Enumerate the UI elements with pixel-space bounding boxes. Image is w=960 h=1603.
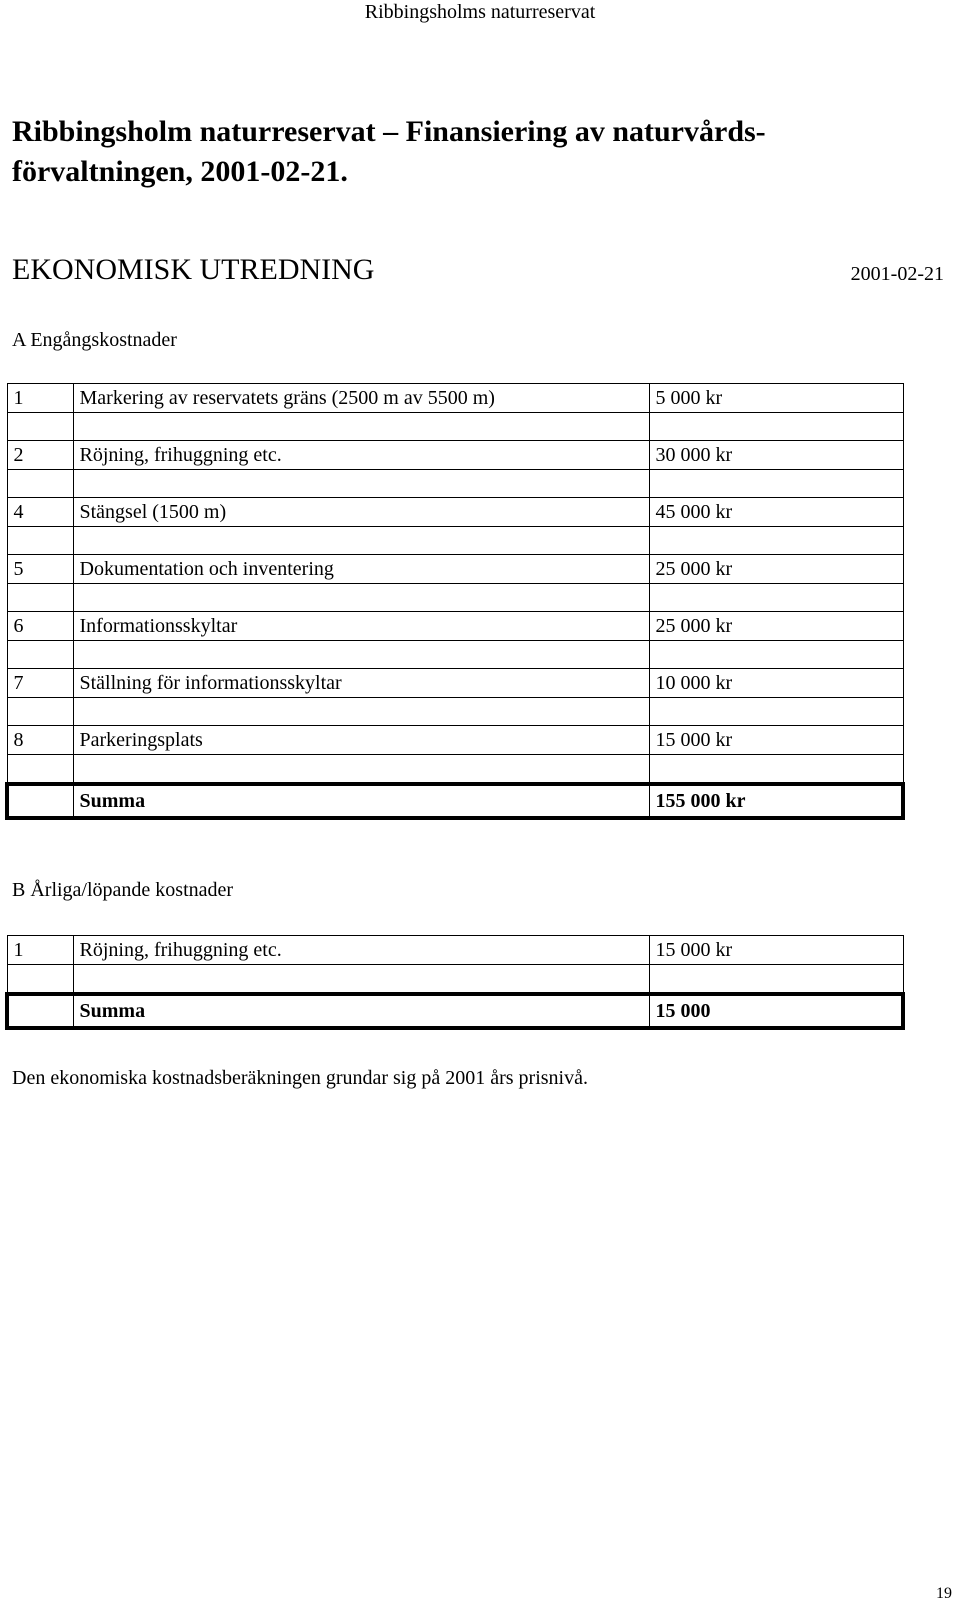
total-label: Summa <box>73 784 649 818</box>
empty-cell <box>73 470 649 498</box>
item-amount: 15 000 kr <box>649 726 903 755</box>
item-number: 1 <box>7 936 73 965</box>
spacer-row <box>7 641 903 669</box>
empty-cell <box>7 470 73 498</box>
empty-cell <box>73 698 649 726</box>
item-description: Parkeringsplats <box>73 726 649 755</box>
table-row <box>7 555 903 584</box>
spacer-row <box>7 584 903 612</box>
spacer-row <box>7 755 903 785</box>
item-amount: 25 000 kr <box>649 612 903 641</box>
item-description: Ställning för informationsskyltar <box>73 669 649 698</box>
report-heading: EKONOMISK UTREDNING <box>12 253 375 286</box>
item-description: Informationsskyltar <box>73 612 649 641</box>
table-row <box>7 498 903 527</box>
one-time-costs-table <box>5 383 905 820</box>
total-amount: 155 000 kr <box>649 784 903 818</box>
empty-cell <box>7 527 73 555</box>
total-row <box>7 784 903 818</box>
empty-cell <box>649 698 903 726</box>
item-number: 6 <box>7 612 73 641</box>
item-number: 2 <box>7 441 73 470</box>
price-level-note: Den ekonomiska kostnadsberäkningen grundar sig på 2001 års prisnivå. <box>12 1067 588 1089</box>
running-header: Ribbingsholms naturreservat <box>364 1 596 23</box>
table-row <box>7 441 903 470</box>
item-number: 7 <box>7 669 73 698</box>
table-row <box>7 612 903 641</box>
empty-cell <box>7 994 73 1028</box>
item-amount: 30 000 kr <box>649 441 903 470</box>
table-row <box>7 726 903 755</box>
item-description: Dokumentation och inventering <box>73 555 649 584</box>
section-b-label: B Årliga/löpande kostnader <box>12 879 234 901</box>
item-description: Röjning, frihuggning etc. <box>73 936 649 965</box>
empty-cell <box>7 584 73 612</box>
spacer-row <box>7 527 903 555</box>
empty-cell <box>73 755 649 785</box>
page-number: 19 <box>936 1585 952 1602</box>
empty-cell <box>73 413 649 441</box>
report-date: 2001-02-21 <box>850 263 944 285</box>
section-a-label: A Engångskostnader <box>12 329 177 351</box>
empty-cell <box>649 413 903 441</box>
empty-cell <box>649 965 903 995</box>
item-amount: 15 000 kr <box>649 936 903 965</box>
item-description: Stängsel (1500 m) <box>73 498 649 527</box>
item-description: Markering av reservatets gräns (2500 m av 5500 m) <box>73 384 649 413</box>
empty-cell <box>649 584 903 612</box>
table-row <box>7 936 903 965</box>
empty-cell <box>73 584 649 612</box>
empty-cell <box>73 965 649 995</box>
empty-cell <box>649 755 903 785</box>
total-label: Summa <box>73 994 649 1028</box>
table-row <box>7 669 903 698</box>
item-number: 4 <box>7 498 73 527</box>
item-number: 8 <box>7 726 73 755</box>
spacer-row <box>7 965 903 995</box>
empty-cell <box>7 784 73 818</box>
empty-cell <box>649 641 903 669</box>
item-description: Röjning, frihuggning etc. <box>73 441 649 470</box>
empty-cell <box>73 527 649 555</box>
annual-costs-table <box>5 935 905 1030</box>
spacer-row <box>7 413 903 441</box>
empty-cell <box>73 641 649 669</box>
empty-cell <box>7 755 73 785</box>
table-row <box>7 384 903 413</box>
spacer-row <box>7 698 903 726</box>
item-amount: 5 000 kr <box>649 384 903 413</box>
empty-cell <box>7 641 73 669</box>
item-number: 5 <box>7 555 73 584</box>
document-title: Ribbingsholm naturreservat – Finansiering av naturvårds-förvaltningen, 2001-02-21. <box>12 115 766 188</box>
spacer-row <box>7 470 903 498</box>
empty-cell <box>649 470 903 498</box>
empty-cell <box>7 413 73 441</box>
empty-cell <box>7 698 73 726</box>
empty-cell <box>7 965 73 995</box>
total-amount: 15 000 <box>649 994 903 1028</box>
item-amount: 25 000 kr <box>649 555 903 584</box>
item-amount: 45 000 kr <box>649 498 903 527</box>
item-amount: 10 000 kr <box>649 669 903 698</box>
empty-cell <box>649 527 903 555</box>
total-row <box>7 994 903 1028</box>
item-number: 1 <box>7 384 73 413</box>
